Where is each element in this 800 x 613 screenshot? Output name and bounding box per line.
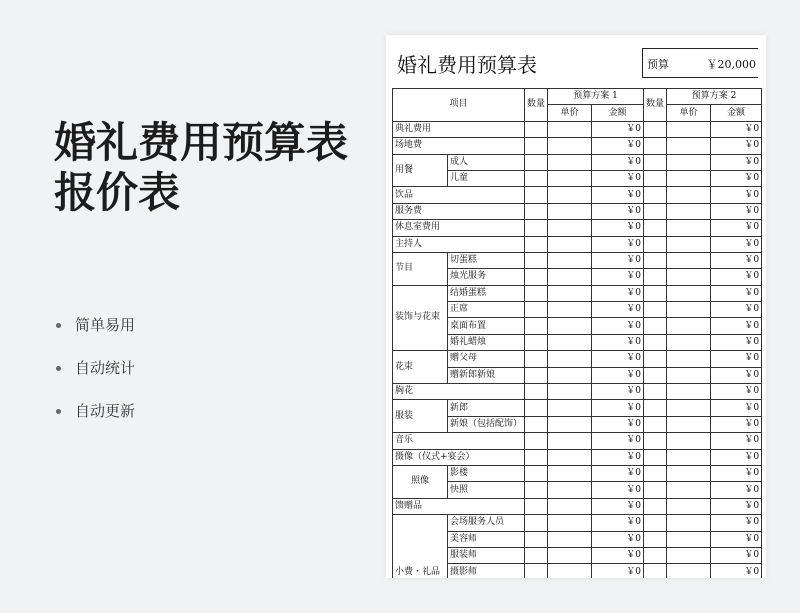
- qty-cell: [525, 482, 548, 498]
- item-cell: 主持人: [393, 236, 525, 252]
- amount-cell: ￥0: [711, 547, 762, 563]
- qty-cell: [525, 302, 548, 318]
- table-row: [393, 285, 762, 301]
- amount-cell: ￥0: [711, 384, 762, 400]
- sub-item-cell: 赠新郎新娘: [448, 367, 525, 383]
- table-row: [393, 236, 762, 252]
- sheet-title: 婚礼费用预算表: [397, 53, 537, 77]
- sub-item-cell: 儿童: [448, 170, 525, 186]
- hero-title-line1: 婚礼费用预算表: [54, 118, 349, 167]
- unit-price-cell: [667, 334, 711, 350]
- unit-price-cell: [667, 367, 711, 383]
- unit-price-cell: [667, 121, 711, 137]
- table-row: [393, 154, 762, 170]
- table-row: [393, 515, 762, 531]
- amount-cell: ￥0: [711, 187, 762, 203]
- sub-item-cell: 切蛋糕: [448, 252, 525, 268]
- item-cell: 馈赠品: [393, 498, 525, 514]
- qty-cell: [525, 515, 548, 531]
- table-row: [393, 400, 762, 416]
- unit-price-cell: [548, 318, 592, 334]
- unit-price-cell: [667, 318, 711, 334]
- amount-cell: ￥0: [711, 400, 762, 416]
- unit-price-cell: [667, 482, 711, 498]
- amount-cell: ￥0: [592, 482, 644, 498]
- amount-cell: ￥0: [711, 367, 762, 383]
- qty-cell: [644, 498, 667, 514]
- qty-cell: [644, 285, 667, 301]
- unit-price-cell: [667, 400, 711, 416]
- header-qty: 数量: [644, 89, 667, 122]
- qty-cell: [644, 515, 667, 531]
- amount-cell: ￥0: [592, 400, 644, 416]
- sub-item-cell: 服装师: [448, 547, 525, 563]
- unit-price-cell: [667, 302, 711, 318]
- unit-price-cell: [667, 416, 711, 432]
- unit-price-cell: [548, 400, 592, 416]
- qty-cell: [525, 220, 548, 236]
- qty-cell: [525, 449, 548, 465]
- amount-cell: ￥0: [711, 449, 762, 465]
- amount-cell: ￥0: [711, 138, 762, 154]
- unit-price-cell: [548, 187, 592, 203]
- amount-cell: ￥0: [711, 170, 762, 186]
- unit-price-cell: [548, 564, 592, 578]
- amount-cell: ￥0: [592, 465, 644, 481]
- table-row: [393, 121, 762, 137]
- qty-cell: [525, 203, 548, 219]
- bullet-dot-icon: [56, 323, 61, 328]
- table-row: [393, 384, 762, 400]
- amount-cell: ￥0: [592, 154, 644, 170]
- category-cell: 照像: [393, 465, 448, 498]
- amount-cell: ￥0: [592, 367, 644, 383]
- sub-item-cell: 新郎: [448, 400, 525, 416]
- qty-cell: [525, 334, 548, 350]
- amount-cell: ￥0: [592, 220, 644, 236]
- qty-cell: [525, 367, 548, 383]
- qty-cell: [644, 334, 667, 350]
- unit-price-cell: [548, 269, 592, 285]
- amount-cell: ￥0: [711, 482, 762, 498]
- table-row: [393, 465, 762, 481]
- item-cell: 饮品: [393, 187, 525, 203]
- unit-price-cell: [548, 351, 592, 367]
- amount-cell: ￥0: [592, 351, 644, 367]
- amount-cell: ￥0: [711, 252, 762, 268]
- amount-cell: ￥0: [711, 269, 762, 285]
- unit-price-cell: [548, 465, 592, 481]
- sub-item-cell: 结婚蛋糕: [448, 285, 525, 301]
- item-cell: 音乐: [393, 433, 525, 449]
- qty-cell: [644, 564, 667, 578]
- amount-cell: ￥0: [711, 154, 762, 170]
- qty-cell: [644, 302, 667, 318]
- amount-cell: ￥0: [592, 449, 644, 465]
- unit-price-cell: [667, 531, 711, 547]
- unit-price-cell: [667, 236, 711, 252]
- table-row: [393, 203, 762, 219]
- amount-cell: ￥0: [592, 187, 644, 203]
- unit-price-cell: [548, 220, 592, 236]
- amount-cell: ￥0: [592, 384, 644, 400]
- table-row: [393, 252, 762, 268]
- spreadsheet-preview: [386, 35, 766, 578]
- item-cell: 场地费: [393, 138, 525, 154]
- qty-cell: [525, 187, 548, 203]
- header-plan1: 预算方案 1: [548, 89, 644, 105]
- table-row: [393, 302, 762, 318]
- header-unit-price: 单价: [667, 105, 711, 121]
- table-row: [393, 269, 762, 285]
- qty-cell: [644, 220, 667, 236]
- unit-price-cell: [667, 203, 711, 219]
- amount-cell: ￥0: [711, 531, 762, 547]
- unit-price-cell: [667, 154, 711, 170]
- unit-price-cell: [667, 547, 711, 563]
- sub-item-cell: 正席: [448, 302, 525, 318]
- qty-cell: [644, 433, 667, 449]
- amount-cell: ￥0: [592, 269, 644, 285]
- amount-cell: ￥0: [592, 252, 644, 268]
- table-row: [393, 547, 762, 563]
- amount-cell: ￥0: [711, 285, 762, 301]
- table-row: [393, 170, 762, 186]
- category-cell: 用餐: [393, 154, 448, 187]
- sub-item-cell: 快照: [448, 482, 525, 498]
- sub-item-cell: 影楼: [448, 465, 525, 481]
- qty-cell: [644, 170, 667, 186]
- qty-cell: [644, 482, 667, 498]
- item-cell: 典礼费用: [393, 121, 525, 137]
- budget-table: [392, 88, 762, 578]
- budget-amount: ￥20,000: [706, 58, 756, 71]
- unit-price-cell: [548, 203, 592, 219]
- sub-item-cell: 新娘（包括配饰）: [448, 416, 525, 432]
- amount-cell: ￥0: [592, 531, 644, 547]
- amount-cell: ￥0: [711, 302, 762, 318]
- amount-cell: ￥0: [711, 564, 762, 578]
- amount-cell: ￥0: [711, 121, 762, 137]
- table-row: [393, 367, 762, 383]
- qty-cell: [644, 400, 667, 416]
- amount-cell: ￥0: [711, 236, 762, 252]
- unit-price-cell: [548, 334, 592, 350]
- amount-cell: ￥0: [592, 236, 644, 252]
- category-cell: 服装: [393, 400, 448, 433]
- unit-price-cell: [548, 170, 592, 186]
- unit-price-cell: [667, 515, 711, 531]
- unit-price-cell: [548, 384, 592, 400]
- qty-cell: [644, 449, 667, 465]
- unit-price-cell: [548, 531, 592, 547]
- table-row: [393, 564, 762, 578]
- qty-cell: [525, 547, 548, 563]
- qty-cell: [525, 498, 548, 514]
- amount-cell: ￥0: [592, 515, 644, 531]
- qty-cell: [644, 367, 667, 383]
- feature-item: [56, 394, 135, 437]
- header-amount: 金额: [711, 105, 762, 121]
- qty-cell: [644, 187, 667, 203]
- qty-cell: [525, 252, 548, 268]
- table-row: [393, 351, 762, 367]
- item-cell: 服务费: [393, 203, 525, 219]
- amount-cell: ￥0: [592, 433, 644, 449]
- qty-cell: [644, 416, 667, 432]
- table-row: [393, 531, 762, 547]
- amount-cell: ￥0: [711, 334, 762, 350]
- amount-cell: ￥0: [592, 334, 644, 350]
- amount-cell: ￥0: [711, 465, 762, 481]
- amount-cell: ￥0: [592, 302, 644, 318]
- qty-cell: [525, 154, 548, 170]
- qty-cell: [644, 138, 667, 154]
- qty-cell: [525, 138, 548, 154]
- unit-price-cell: [548, 515, 592, 531]
- qty-cell: [644, 351, 667, 367]
- category-cell: 装饰与花束: [393, 285, 448, 351]
- qty-cell: [525, 433, 548, 449]
- feature-label: 自动更新: [75, 402, 136, 420]
- unit-price-cell: [548, 449, 592, 465]
- amount-cell: ￥0: [592, 498, 644, 514]
- qty-cell: [644, 252, 667, 268]
- qty-cell: [525, 285, 548, 301]
- feature-list: [56, 308, 135, 437]
- qty-cell: [525, 531, 548, 547]
- qty-cell: [525, 564, 548, 578]
- header-row: [393, 89, 762, 105]
- hero-title-line2: 报价表: [54, 168, 181, 217]
- unit-price-cell: [667, 498, 711, 514]
- qty-cell: [644, 547, 667, 563]
- unit-price-cell: [548, 252, 592, 268]
- qty-cell: [525, 400, 548, 416]
- amount-cell: ￥0: [711, 318, 762, 334]
- feature-item: [56, 308, 135, 351]
- unit-price-cell: [667, 187, 711, 203]
- amount-cell: ￥0: [592, 285, 644, 301]
- sub-item-cell: 赠父母: [448, 351, 525, 367]
- unit-price-cell: [667, 138, 711, 154]
- unit-price-cell: [667, 285, 711, 301]
- unit-price-cell: [548, 433, 592, 449]
- table-row: [393, 318, 762, 334]
- qty-cell: [644, 384, 667, 400]
- qty-cell: [525, 269, 548, 285]
- unit-price-cell: [667, 351, 711, 367]
- qty-cell: [644, 203, 667, 219]
- header-qty: 数量: [525, 89, 548, 122]
- amount-cell: ￥0: [711, 515, 762, 531]
- qty-cell: [644, 154, 667, 170]
- qty-cell: [525, 351, 548, 367]
- amount-cell: ￥0: [711, 416, 762, 432]
- category-cell: 节目: [393, 252, 448, 285]
- table-row: [393, 220, 762, 236]
- unit-price-cell: [667, 252, 711, 268]
- unit-price-cell: [667, 465, 711, 481]
- table-row: [393, 433, 762, 449]
- category-cell: 花束: [393, 351, 448, 384]
- table-row: [393, 416, 762, 432]
- amount-cell: ￥0: [592, 547, 644, 563]
- header-item: 项目: [393, 89, 525, 122]
- amount-cell: ￥0: [711, 498, 762, 514]
- item-cell: 休息室费用: [393, 220, 525, 236]
- unit-price-cell: [667, 269, 711, 285]
- unit-price-cell: [667, 220, 711, 236]
- category-cell: 小费・礼品: [393, 515, 448, 578]
- amount-cell: ￥0: [711, 220, 762, 236]
- amount-cell: ￥0: [711, 433, 762, 449]
- unit-price-cell: [548, 482, 592, 498]
- unit-price-cell: [548, 367, 592, 383]
- sub-item-cell: 摄影师: [448, 564, 525, 578]
- unit-price-cell: [548, 121, 592, 137]
- budget-label: 预算: [647, 58, 669, 71]
- feature-label: 简单易用: [75, 316, 136, 334]
- qty-cell: [525, 170, 548, 186]
- sub-item-cell: 桌面布置: [448, 318, 525, 334]
- table-row: [393, 482, 762, 498]
- header-plan2: 预算方案 2: [667, 89, 762, 105]
- unit-price-cell: [667, 564, 711, 578]
- hero-title: [54, 118, 348, 218]
- sub-item-cell: 会场服务人员: [448, 515, 525, 531]
- table-row: [393, 449, 762, 465]
- qty-cell: [644, 318, 667, 334]
- qty-cell: [644, 531, 667, 547]
- sub-item-cell: 婚礼蜡烛: [448, 334, 525, 350]
- unit-price-cell: [548, 302, 592, 318]
- unit-price-cell: [667, 433, 711, 449]
- amount-cell: ￥0: [711, 203, 762, 219]
- amount-cell: ￥0: [711, 351, 762, 367]
- unit-price-cell: [548, 285, 592, 301]
- unit-price-cell: [548, 498, 592, 514]
- qty-cell: [644, 465, 667, 481]
- sub-item-cell: 成人: [448, 154, 525, 170]
- bullet-dot-icon: [56, 409, 61, 414]
- feature-item: [56, 351, 135, 394]
- sub-item-cell: 美容师: [448, 531, 525, 547]
- feature-label: 自动统计: [75, 359, 136, 377]
- budget-table-body: [393, 121, 762, 578]
- amount-cell: ￥0: [592, 318, 644, 334]
- header-unit-price: 单价: [548, 105, 592, 121]
- unit-price-cell: [667, 170, 711, 186]
- qty-cell: [525, 465, 548, 481]
- qty-cell: [525, 416, 548, 432]
- budget-box: [642, 48, 758, 78]
- table-row: [393, 187, 762, 203]
- table-row: [393, 498, 762, 514]
- amount-cell: ￥0: [592, 416, 644, 432]
- header-amount: 金额: [592, 105, 644, 121]
- unit-price-cell: [667, 449, 711, 465]
- sub-item-cell: 烛光服务: [448, 269, 525, 285]
- qty-cell: [644, 269, 667, 285]
- qty-cell: [525, 236, 548, 252]
- unit-price-cell: [667, 384, 711, 400]
- qty-cell: [644, 236, 667, 252]
- unit-price-cell: [548, 547, 592, 563]
- bullet-dot-icon: [56, 366, 61, 371]
- unit-price-cell: [548, 138, 592, 154]
- amount-cell: ￥0: [592, 121, 644, 137]
- item-cell: 胸花: [393, 384, 525, 400]
- item-cell: 摄像（仪式+宴会）: [393, 449, 525, 465]
- amount-cell: ￥0: [592, 564, 644, 578]
- table-row: [393, 138, 762, 154]
- qty-cell: [644, 121, 667, 137]
- amount-cell: ￥0: [592, 138, 644, 154]
- unit-price-cell: [548, 154, 592, 170]
- amount-cell: ￥0: [592, 170, 644, 186]
- qty-cell: [525, 318, 548, 334]
- unit-price-cell: [548, 236, 592, 252]
- qty-cell: [525, 121, 548, 137]
- unit-price-cell: [548, 416, 592, 432]
- table-row: [393, 334, 762, 350]
- qty-cell: [525, 384, 548, 400]
- amount-cell: ￥0: [592, 203, 644, 219]
